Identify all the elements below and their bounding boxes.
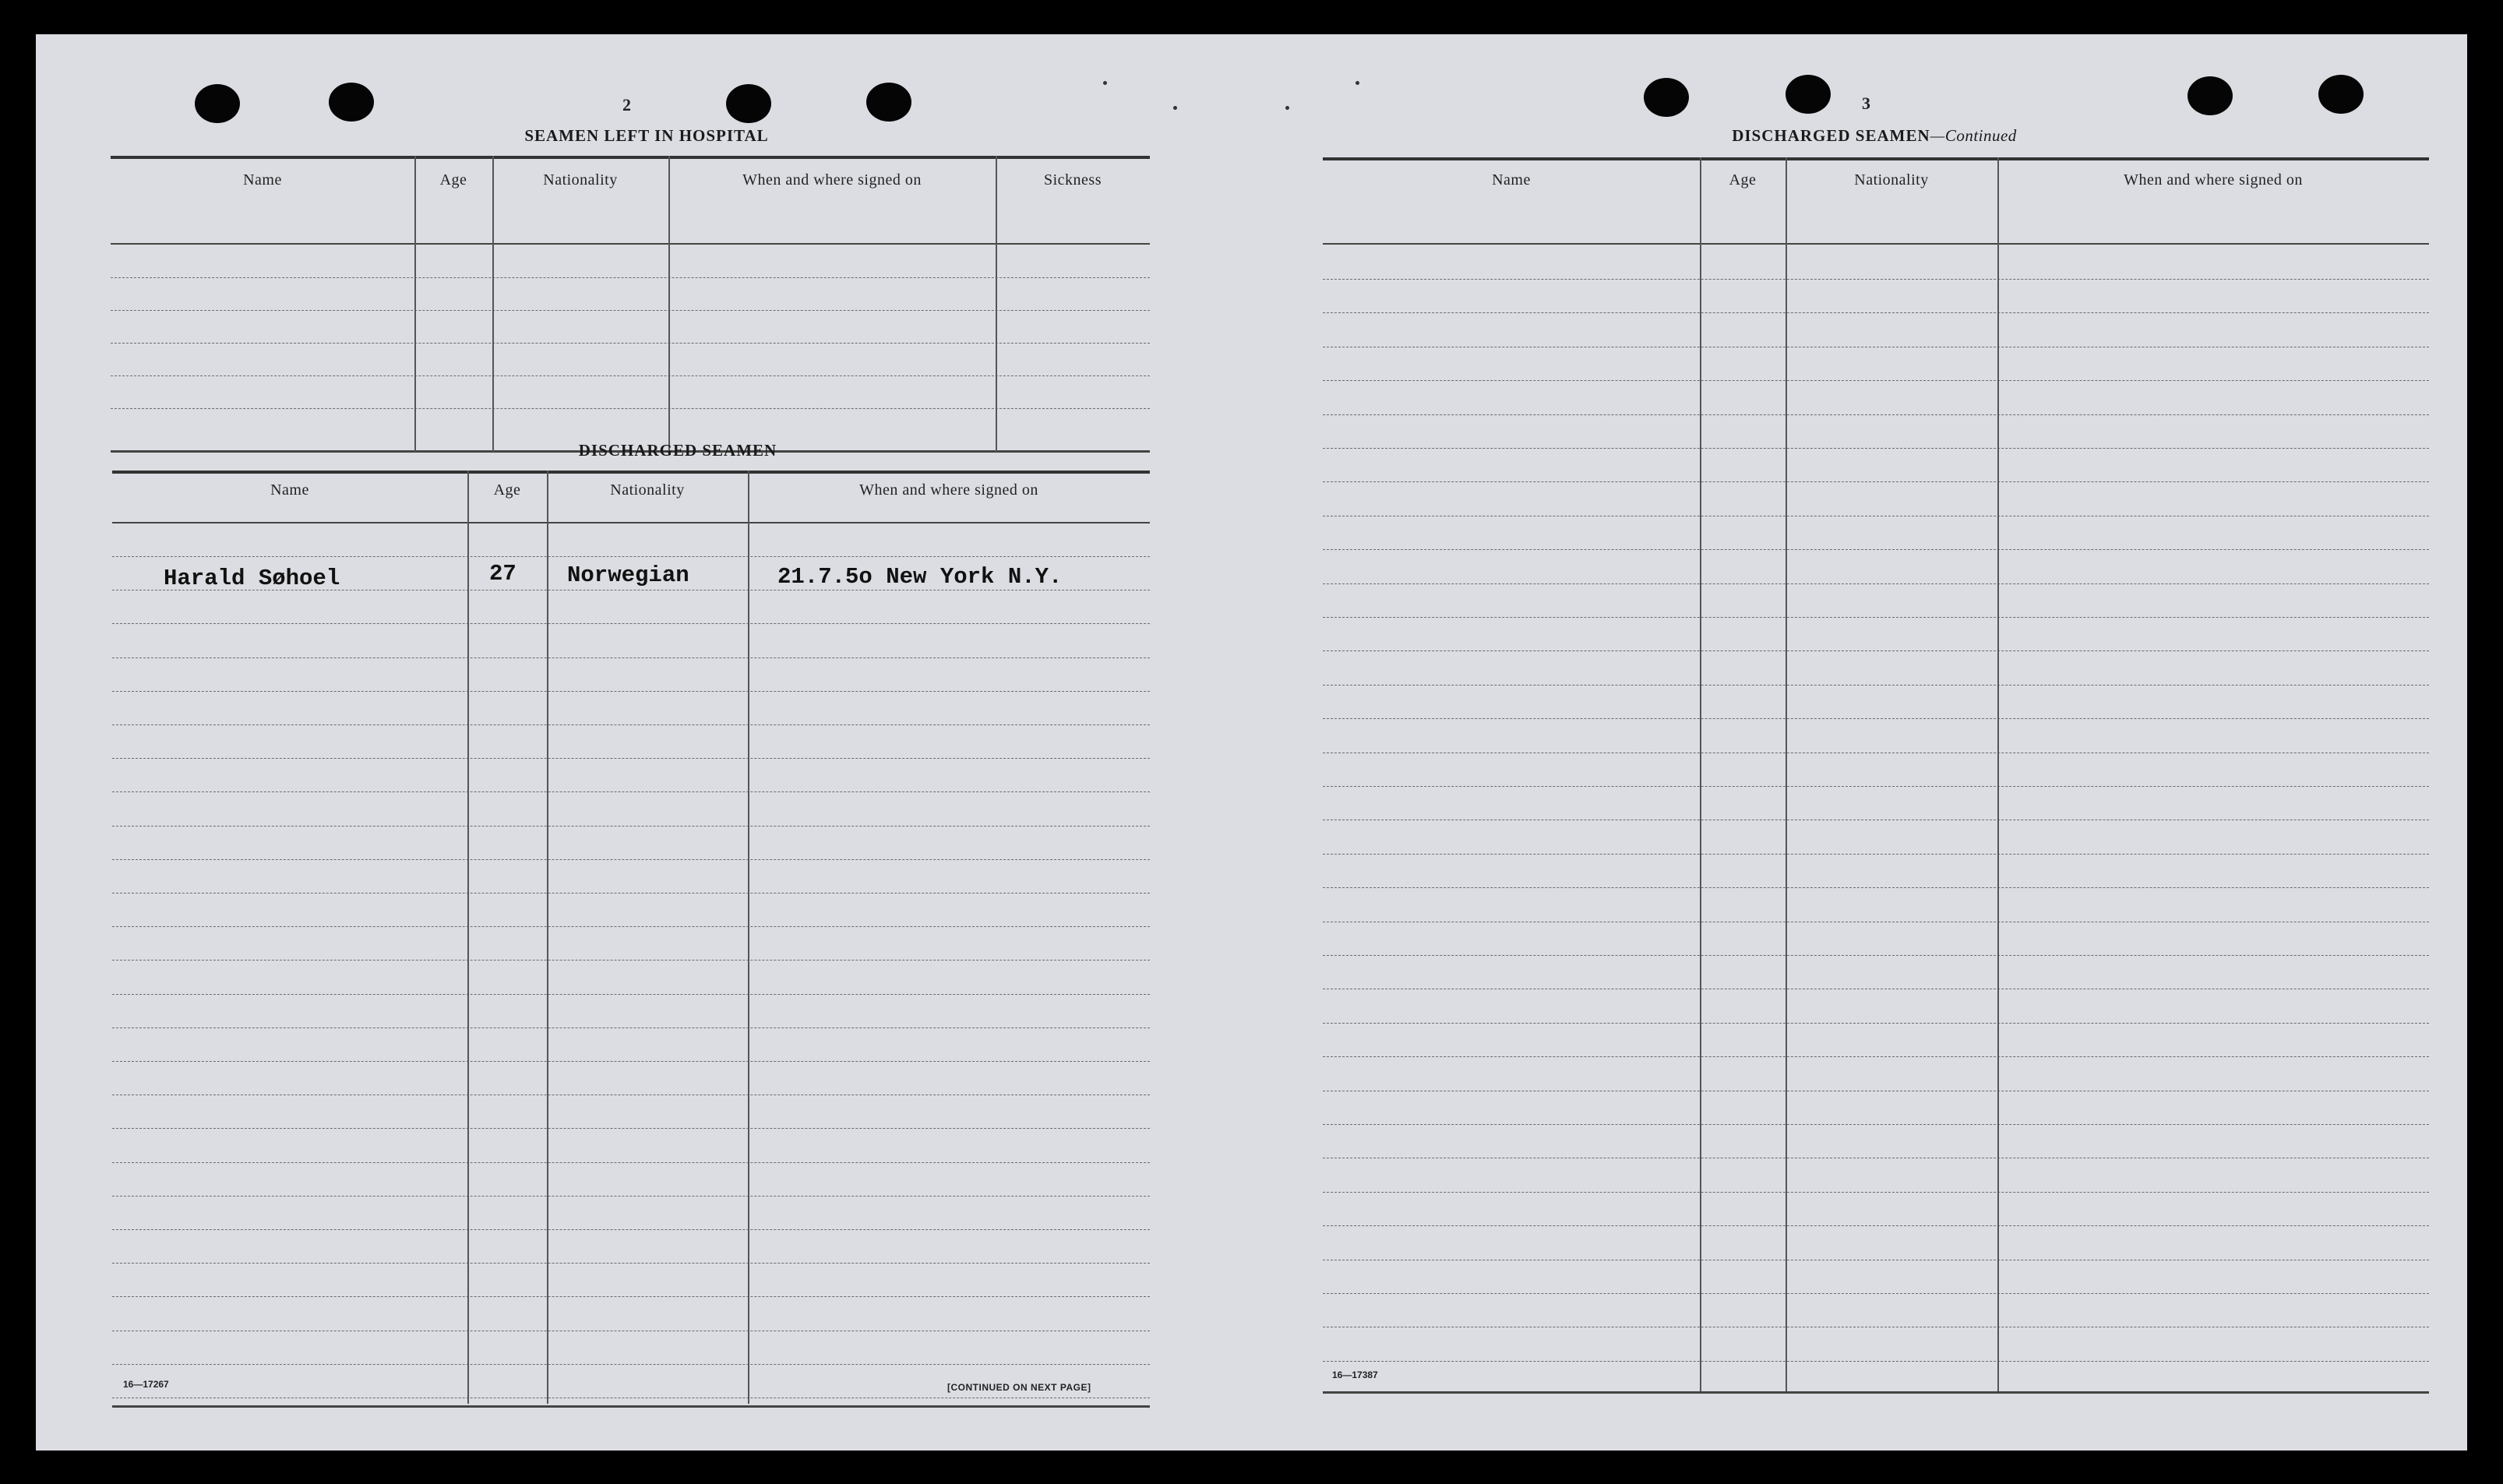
column-divider bbox=[996, 156, 997, 452]
table-row bbox=[112, 791, 1150, 792]
column-header-age: Age bbox=[1729, 171, 1757, 189]
table-row bbox=[112, 1061, 1150, 1062]
table-row bbox=[112, 1196, 1150, 1197]
punch-hole bbox=[866, 83, 911, 122]
table-row bbox=[1323, 448, 2429, 449]
table-row bbox=[112, 1229, 1150, 1230]
column-divider bbox=[668, 156, 670, 452]
table-row bbox=[111, 343, 1150, 344]
column-header-name: Name bbox=[1492, 171, 1531, 189]
discharged-continued-title-main: DISCHARGED SEAMEN bbox=[1732, 126, 1930, 145]
column-header-age: Age bbox=[493, 481, 521, 499]
punch-hole bbox=[2318, 75, 2364, 114]
punch-hole bbox=[195, 84, 240, 123]
table-row bbox=[1323, 549, 2429, 550]
table-row bbox=[112, 724, 1150, 725]
left-page-number: 2 bbox=[622, 95, 631, 115]
seaman-signed-on: 21.7.5o New York N.Y. bbox=[777, 564, 1063, 590]
table-row bbox=[111, 310, 1150, 311]
table-bottom-rule bbox=[112, 1405, 1150, 1408]
table-row bbox=[1323, 617, 2429, 618]
speck bbox=[1285, 106, 1289, 110]
table-row bbox=[112, 859, 1150, 860]
header-rule bbox=[1323, 243, 2429, 245]
table-row bbox=[111, 375, 1150, 376]
table-row bbox=[1323, 1056, 2429, 1057]
manifest-sheet bbox=[36, 34, 2467, 1451]
table-row bbox=[1323, 380, 2429, 381]
column-header-nationality: Nationality bbox=[543, 171, 618, 189]
discharged-table bbox=[112, 471, 1150, 1408]
left-form-code: 16—17267 bbox=[123, 1379, 169, 1390]
column-divider bbox=[414, 156, 416, 452]
table-row bbox=[112, 1263, 1150, 1264]
discharged-section-title: DISCHARGED SEAMEN bbox=[578, 441, 777, 460]
right-form-code: 16—17387 bbox=[1332, 1369, 1378, 1380]
discharged-continued-title bbox=[1609, 126, 2139, 146]
column-divider bbox=[1700, 157, 1701, 1391]
column-divider bbox=[547, 471, 548, 1404]
table-top-rule bbox=[1323, 157, 2429, 160]
column-header-signed-on: When and where signed on bbox=[742, 171, 922, 189]
punch-hole bbox=[329, 83, 374, 122]
table-top-rule bbox=[111, 156, 1150, 159]
table-row bbox=[112, 556, 1150, 557]
table-row bbox=[1323, 1293, 2429, 1294]
table-row bbox=[112, 826, 1150, 827]
table-row bbox=[1323, 481, 2429, 482]
header-rule bbox=[111, 243, 1150, 245]
column-header-signed-on: When and where signed on bbox=[2124, 171, 2303, 189]
table-row bbox=[111, 408, 1150, 409]
table-row bbox=[112, 1364, 1150, 1365]
seaman-age: 27 bbox=[489, 561, 516, 587]
table-row bbox=[112, 994, 1150, 995]
table-row bbox=[112, 691, 1150, 692]
continued-suffix: —Continued bbox=[1930, 126, 2017, 145]
table-row bbox=[1323, 650, 2429, 651]
table-row bbox=[112, 1128, 1150, 1129]
hospital-table bbox=[111, 156, 1150, 458]
table-row bbox=[1323, 1023, 2429, 1024]
column-header-age: Age bbox=[439, 171, 467, 189]
table-row bbox=[1323, 955, 2429, 956]
table-row bbox=[1323, 718, 2429, 719]
table-bottom-rule bbox=[1323, 1391, 2429, 1394]
speck bbox=[1173, 106, 1177, 110]
column-header-nationality: Nationality bbox=[1854, 171, 1929, 189]
table-row bbox=[1323, 887, 2429, 888]
table-row bbox=[1323, 279, 2429, 280]
column-header-signed-on: When and where signed on bbox=[859, 481, 1038, 499]
table-row bbox=[1323, 583, 2429, 584]
table-row bbox=[1323, 1225, 2429, 1226]
column-header-sickness: Sickness bbox=[1044, 171, 1102, 189]
column-divider bbox=[467, 471, 469, 1404]
table-row bbox=[112, 893, 1150, 894]
table-row bbox=[1323, 786, 2429, 787]
discharged-continued-table bbox=[1323, 157, 2429, 1396]
table-row bbox=[111, 277, 1150, 278]
table-row bbox=[112, 926, 1150, 927]
column-header-name: Name bbox=[243, 171, 282, 189]
table-row bbox=[112, 960, 1150, 961]
table-row bbox=[112, 1296, 1150, 1297]
right-page-number: 3 bbox=[1862, 93, 1870, 113]
table-row bbox=[1323, 312, 2429, 313]
table-top-rule bbox=[112, 471, 1150, 474]
punch-hole bbox=[1786, 75, 1831, 114]
hospital-section-title: SEAMEN LEFT IN HOSPITAL bbox=[524, 126, 769, 145]
speck bbox=[1103, 81, 1107, 85]
continued-note: [CONTINUED ON NEXT PAGE] bbox=[947, 1382, 1091, 1393]
column-divider bbox=[1786, 157, 1787, 1391]
table-row bbox=[112, 623, 1150, 624]
table-row bbox=[1323, 1192, 2429, 1193]
table-row bbox=[112, 1094, 1150, 1095]
column-divider bbox=[492, 156, 494, 452]
table-row bbox=[1323, 1124, 2429, 1125]
table-row bbox=[1323, 1361, 2429, 1362]
table-row bbox=[1323, 685, 2429, 686]
punch-hole bbox=[2187, 76, 2233, 115]
column-divider bbox=[748, 471, 749, 1404]
table-row bbox=[1323, 854, 2429, 855]
table-row bbox=[112, 758, 1150, 759]
punch-hole bbox=[1644, 78, 1689, 117]
column-header-nationality: Nationality bbox=[610, 481, 685, 499]
speck bbox=[1355, 81, 1359, 85]
punch-hole bbox=[726, 84, 771, 123]
column-divider bbox=[1997, 157, 1999, 1391]
header-rule bbox=[112, 522, 1150, 523]
seaman-nationality: Norwegian bbox=[567, 562, 689, 588]
table-row bbox=[112, 1162, 1150, 1163]
table-row bbox=[1323, 414, 2429, 415]
seaman-name: Harald Søhoel bbox=[164, 566, 340, 591]
table-row bbox=[112, 657, 1150, 658]
column-header-name: Name bbox=[270, 481, 309, 499]
